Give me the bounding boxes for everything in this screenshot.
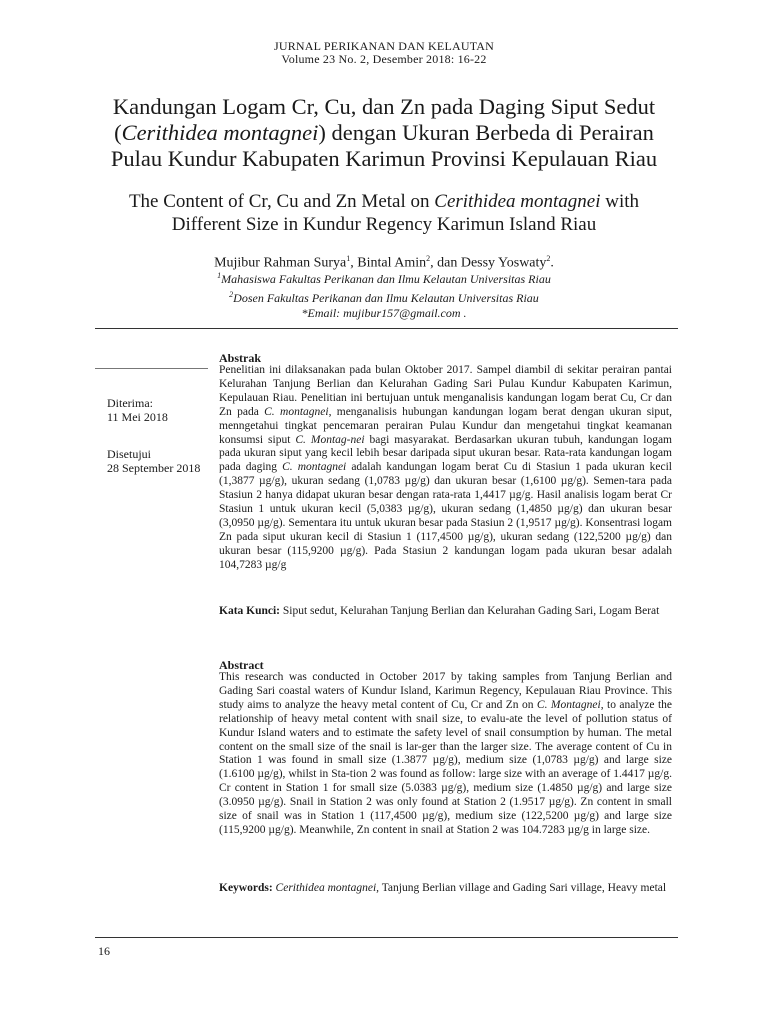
journal-header bbox=[0, 40, 768, 66]
affiliation-1 bbox=[0, 268, 768, 287]
received-label: Diterima: bbox=[107, 396, 153, 410]
dates-spacer bbox=[107, 424, 217, 448]
abstrak-species-3: C. montagnei bbox=[282, 461, 347, 474]
kata-kunci bbox=[219, 605, 672, 619]
affiliation-2 bbox=[0, 287, 768, 306]
abstract-species-1: C. Montagnei bbox=[536, 698, 601, 711]
title-en-line2: Different Size in Kundur Regency Karimun Island Riau bbox=[171, 214, 597, 235]
author-1-sup: 1 bbox=[346, 254, 351, 263]
keywords bbox=[219, 882, 672, 896]
footer-divider bbox=[95, 937, 678, 938]
title-indonesian bbox=[60, 94, 708, 172]
abstrak-text-3: bagi masyarakat. Berdasarkan ukuran tubuh, kandungan logam pada ukuran siput yang kecil lebih besar daripada siput ukuran besar. Rata-rata kandungan logam pada daging bbox=[219, 433, 673, 474]
affiliation-1-sup: 1 bbox=[217, 271, 222, 280]
abstract-heading: Abstract bbox=[219, 658, 264, 672]
title-id-line2 bbox=[60, 120, 708, 146]
title-english bbox=[60, 190, 708, 236]
abstrak-text-2: , menganalisis hubungan kandungan logam berat dengan ukuran siput, menngetahui tingkat pencemaran perairan Pulau Kundur dan mengetahui tingkat keamanan konsumsi siput bbox=[219, 405, 672, 446]
author-3: , dan Dessy Yoswaty bbox=[430, 255, 547, 271]
kata-kunci-label: Kata Kunci: bbox=[219, 605, 281, 617]
author-2-sup: 2 bbox=[426, 254, 431, 263]
title-id-paren: ( bbox=[114, 120, 122, 145]
keywords-label: Keywords: bbox=[219, 882, 273, 894]
contact-email: *Email: mujibur157@gmail.com . bbox=[301, 306, 467, 320]
title-id-line2-rest: ) dengan Ukuran Berbeda di Perairan bbox=[318, 120, 654, 145]
title-id-line3: Pulau Kundur Kabupaten Karimun Provinsi Kepulauan Riau bbox=[110, 146, 658, 171]
journal-volume: Volume 23 No. 2, Desember 2018: 16-22 bbox=[281, 52, 487, 66]
abstrak-species-1: C. montagnei bbox=[264, 405, 329, 418]
abstract-body bbox=[219, 671, 672, 838]
title-id-line1: Kandungan Logam Cr, Cu, dan Zn pada Daging Siput Sedut bbox=[112, 94, 656, 119]
approved-date: 28 September 2018 bbox=[107, 460, 201, 475]
received-date: 11 Mei 2018 bbox=[107, 409, 168, 424]
keywords-text: Tanjung Berlian village and Gading Sari village, Heavy metal bbox=[379, 882, 667, 894]
affiliation-1-text: Mahasiswa Fakultas Perikanan dan Ilmu Kelautan Universitas Riau bbox=[221, 272, 551, 286]
sidebar-divider bbox=[95, 368, 208, 369]
author-2: , Bintal Amin bbox=[350, 255, 427, 271]
abstrak-body bbox=[219, 364, 672, 573]
affiliation-2-sup: 2 bbox=[229, 290, 234, 299]
title-en-part1: The Content of Cr, Cu and Zn Metal on bbox=[128, 191, 435, 212]
abstrak-heading: Abstrak bbox=[219, 351, 262, 365]
title-en-part2: with bbox=[600, 191, 640, 212]
abstrak-text-4: adalah kandungan logam berat Cu di Stasiun 1 pada ukuran kecil (1,3877 µg/g), ukuran sedang (1,0783 µg/g) dan ukuran besar (1,6100 µg/g). Semen-tara pada Stasiun 2 hanya didapat ukuran besar dengan rata-rata 1,4417 µg/g. Hasil analisis logam berat Cr Stasiun 1 untuk ukuran kecil (5,0383 µg/g), ukuran sedang (1,4850 µg/g) dan ukuran besar (3,0950 µg/g). Sementara itu untuk ukuran besar pada Stasiun 2 (1,9517 µg/g). Konsentrasi logam Zn pada siput ukuran kecil di Stasiun 1 (117,4500 µg/g), ukuran sedang (122,5200 µg/g) dan ukuran besar (115,9200 µg/g). Pada Stasiun 2 kandungan logam pada ukuran besar adalah 104,7283 µg/g bbox=[219, 461, 672, 571]
title-id-species: Cerithidea montagnei bbox=[121, 120, 319, 145]
approved-label: Disetujui bbox=[107, 447, 151, 461]
affiliation-2-text: Dosen Fakultas Perikanan dan Ilmu Kelautan Universitas Riau bbox=[233, 291, 539, 305]
journal-name: JURNAL PERIKANAN DAN KELAUTAN bbox=[273, 39, 495, 53]
author-3-sup: 2 bbox=[546, 254, 551, 263]
header-divider bbox=[95, 328, 678, 329]
affiliations bbox=[0, 268, 768, 321]
page-number: 16 bbox=[98, 944, 110, 958]
abstrak-text-1: Penelitian ini dilaksanakan pada bulan Oktober 2017. Sampel diambil di sekitar perairan pantai Kelurahan Tanjung Berlian dan Kelurahan Gading Sari Pulau Kundur Kabupaten Karimun, Kepulauan Riau. Penelitian ini bertujuan untuk menganalisis kandungan logam berat Cu, Cr dan Zn pada bbox=[219, 364, 672, 418]
title-en-species: Cerithidea montagnei bbox=[434, 191, 601, 212]
kata-kunci-text: Siput sedut, Kelurahan Tanjung Berlian dan Kelurahan Gading Sari, Logam Berat bbox=[280, 605, 660, 617]
abstract-text-1: This research was conducted in October 2017 by taking samples from Tanjung Berlian and Gading Sari coastal waters of Kundur Island, Karimun Regency, Kepulauan Riau Province. This study aims to analyze the heavy metal content of Cu, Cr and Zn on bbox=[219, 671, 672, 711]
author-end: . bbox=[550, 255, 554, 271]
keywords-species: Cerithidea montagnei, bbox=[275, 882, 380, 894]
title-en-line1 bbox=[60, 190, 708, 213]
abstrak-species-2: C. Montag-nei bbox=[295, 433, 365, 446]
author-1: Mujibur Rahman Surya bbox=[214, 255, 347, 271]
article-dates bbox=[107, 397, 217, 475]
abstract-text-2: , to analyze the relationship of heavy metal content with snail size, to evalu-ate the level of pollution status of Kundur Island waters and to estimate the safety level of snail consumption by human. The metal content on the small size of the snail is lar-ger than the larger size. The average content of Cu in Station 1 was found in small size (1.3877 µg/g), medium size (1,0783 µg/g) and large size (1.6100 µg/g), whilst in Sta-tion 2 was found as follow: large size with an average of 1.4417 µg/g. Cr content in Station 1 for small size (5.0383 µg/g), medium size (1.4850 µg/g) and large size (3.0950 µg/g). Snail in Station 2 was only found at Station 2 (1.9517 µg/g). Zn content in small size of snail was in Station 1 (117,4500 µg/g), medium size (122,5200 µg/g) and large size (115,9200 µg/g). Meanwhile, Zn content in snail at Station 2 was 104.7283 µg/g in large size. bbox=[219, 698, 672, 836]
